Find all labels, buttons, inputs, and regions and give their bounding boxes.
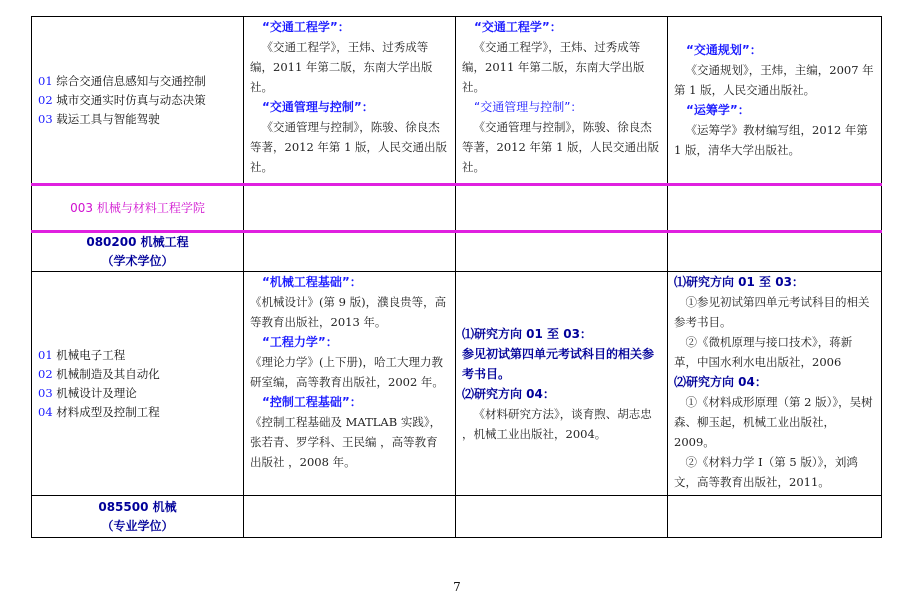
page-number: 7 [453,580,461,594]
major-row [32,496,882,538]
book-entry: 参见初试第四单元考试科目的相关参考书目。 [462,346,655,381]
research-directions-cell [32,272,244,496]
table-row [32,272,882,496]
major-row [32,232,882,272]
book-entry: 《交通工程学》，王炜、过秀成等编，2011 年第二版，东南大学出版社。 [250,40,433,94]
direction-item: 01 综合交通信息感知与交通控制 [38,73,206,88]
direction-item: 03 载运工具与智能驾驶 [38,111,160,126]
subject-heading: “交通规划”： [686,43,762,57]
book-entry: 《交通管理与控制》，陈骏、徐良杰等著，2012 年第 1 版，人民交通出版社。 [462,120,660,174]
subject-heading: “交通管理与控制”： [262,100,374,114]
retest-books-cell [456,17,668,185]
major-name-cell [32,496,244,538]
book-entry: 《运筹学》教材编写组，2012 年第 1 版，清华大学出版社。 [674,123,868,157]
major-code: 080200 机械工程 [86,235,189,249]
book-entry: 《交通规划》，王炜，主编，2007 年第 1 版，人民交通出版社。 [674,63,874,97]
initial-exam-books-cell [244,272,456,496]
subject-heading: “交通管理与控制”： [474,100,583,114]
initial-exam-books-cell [244,17,456,185]
research-directions-cell [32,17,244,185]
direction-item: 02 机械制造及其自动化 [38,366,160,381]
book-entry: ②《材料力学 I（第 5 版）》，刘鸿文，高等教育出版社，2011。 [674,455,858,489]
subject-heading: “机械工程基础”： [262,275,362,289]
subject-heading: ⑴研究方向 01 至 03： [674,275,804,289]
supplementary-books-cell [668,17,882,185]
major-code: 085500 机械 [98,499,177,514]
subject-heading: “交通工程学”： [262,20,350,34]
degree-type: （学术学位） [101,254,174,268]
book-entry: 《控制工程基础及 MATLAB 实践》，张若青、罗学科、王民编 ，高等教育出版社 ，2008 年。 [250,415,442,469]
degree-type: （专业学位） [101,518,174,533]
direction-item: 02 城市交通实时仿真与动态决策 [38,92,206,107]
subject-heading: “控制工程基础”： [262,395,362,409]
school-name-cell [32,185,244,232]
book-entry: ②《微机原理与接口技术》，蒋新革，中国水利水电出版社，2006 [674,335,853,369]
school-row [32,185,882,232]
book-entry: ①参见初试第四单元考试科目的相关参考书目。 [674,295,870,329]
subject-heading: ⑵研究方向 04： [462,386,555,401]
book-entry: ①《材料成形原理（第 2 版）》，吴树森、柳玉起，机械工业出版社，2009。 [674,395,873,449]
reference-table [31,16,882,538]
book-entry: 《机械设计》(第 9 版)，濮良贵等，高等教育出版社，2013 年。 [250,295,447,329]
supplementary-books-cell [668,272,882,496]
book-entry: 《材料研究方法》，谈育煦、胡志忠 ，机械工业出版社，2004。 [462,406,652,441]
table-row [32,17,882,185]
major-name-cell [32,232,244,272]
book-entry: 《理论力学》(上下册)，哈工大理力教研室编，高等教育出版社，2002 年。 [250,355,444,389]
school-name: 003 机械与材料工程学院 [70,201,205,215]
direction-item: 04 材料成型及控制工程 [38,404,160,419]
subject-heading: “交通工程学”： [474,20,562,34]
subject-heading: ⑴研究方向 01 至 03： [462,326,592,341]
direction-item: 03 机械设计及理论 [38,385,137,400]
book-entry: 《交通工程学》，王炜、过秀成等编，2011 年第二版，东南大学出版社。 [462,40,645,94]
retest-books-cell [456,272,668,496]
direction-item: 01 机械电子工程 [38,347,126,362]
subject-heading: “工程力学”： [262,335,338,349]
subject-heading: ⑵研究方向 04： [674,375,767,389]
book-entry: 《交通管理与控制》，陈骏、徐良杰等著，2012 年第 1 版，人民交通出版社。 [250,120,448,174]
subject-heading: “运筹学”： [686,103,750,117]
